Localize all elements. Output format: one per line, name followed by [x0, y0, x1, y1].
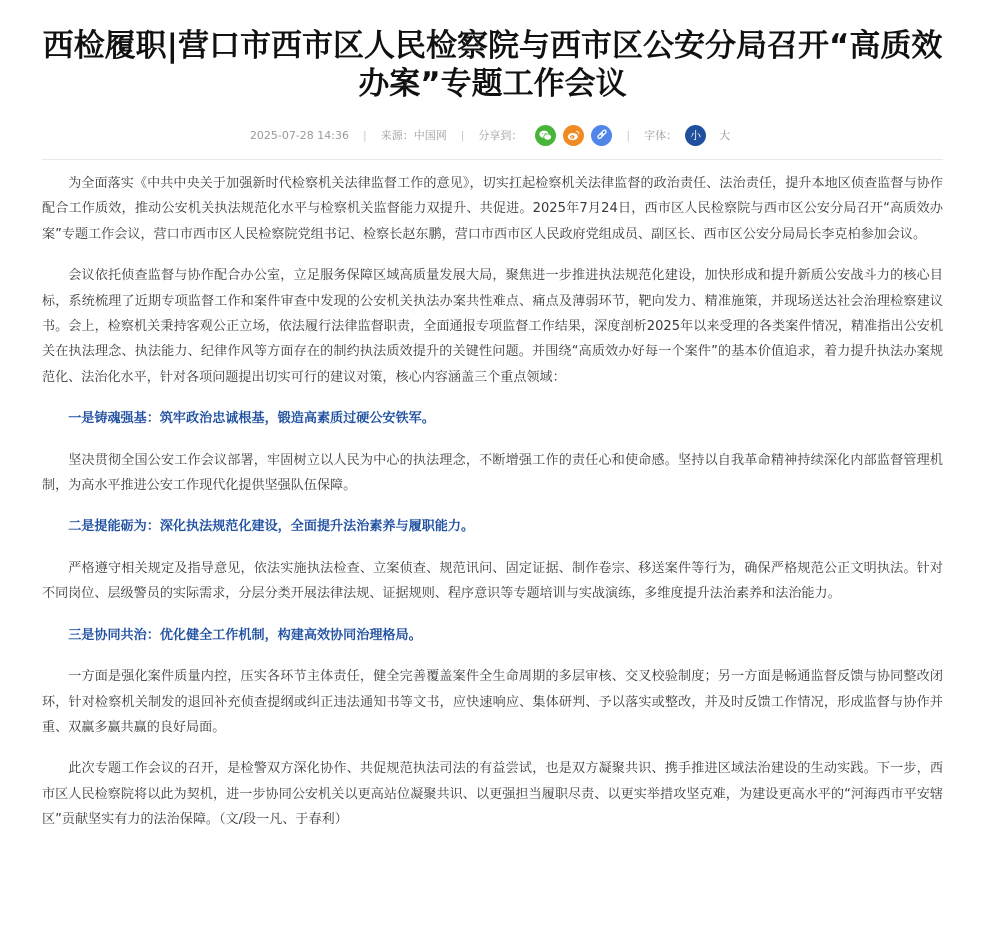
link-icon: [596, 129, 608, 141]
weibo-share-button[interactable]: [563, 125, 584, 146]
share-label: 分享到：: [478, 129, 523, 142]
article-paragraph: 一方面是强化案件质量内控，压实各环节主体责任，健全完善覆盖案件全生命周期的多层审核、交叉校验制度；另一方面是畅通监督反馈与协同整改闭环，针对检察机关制发的退回补充侦查提纲或纠正违法通知书等文书，应快速响应、集体研判、予以落实或整改，并及时反馈工作情况，形成监督与协作并重、双赢多赢共赢的良好局面。: [42, 669, 943, 735]
article-paragraph: 会议依托侦查监督与协作配合办公室，立足服务保障区域高质量发展大局，聚焦进一步推进执法规范化建设，加快形成和提升新质公安战斗力的核心目标，系统梳理了近期专项监督工作和案件审查中发现的公安机关执法办案共性难点、痛点及薄弱环节，靶向发力、精准施策，并现场送达社会治理检察建议书。会上，检察机关秉持客观公正立场，依法履行法律监督职责，全面通报专项监督工作结果，深度剖析2025年以来受理的各类案件情况，精准指出公安机关在执法理念、执法能力、纪律作风等方面存在的制约执法质效提升的关键性问题。并围绕“高质效办好每一个案件”的基本价值追求，着力提升执法办案规范化、法治化水平，针对各项问题提出切实可行的建议对策，核心内容涵盖三个重点领域：: [42, 268, 943, 385]
section-heading: 三是协同共治：优化健全工作机制，构建高效协同治理格局。: [68, 627, 422, 643]
link-share-button[interactable]: [591, 125, 612, 146]
wechat-share-button[interactable]: [535, 125, 556, 146]
article-paragraph: 为全面落实《中共中央关于加强新时代检察机关法律监督工作的意见》，切实扛起检察机关法律监督的政治责任、法治责任，提升本地区侦查监督与协作配合工作质效，推动公安机关执法规范化水平与检察机关监督能力双提升、共促进。2025年7月24日，西市区人民检察院与西市区公安分局召开“高质效办案”专题工作会议，营口市西市区人民检察院党组书记、检察长赵东鹏，营口市西市区人民政府党组成员、副区长、西市区公安分局局长李克柏参加会议。: [42, 176, 943, 242]
article-title: 西检履职|营口市西市区人民检察院与西市区公安分局召开“高质效办案”专题工作会议: [42, 28, 943, 102]
article-paragraph: 此次专题工作会议的召开，是检警双方深化协作、共促规范执法司法的有益尝试，也是双方凝聚共识、携手推进区域法治建设的生动实践。下一步，西市区人民检察院将以此为契机，进一步协同公安机关以更高站位凝聚共识、以更强担当履职尽责、以更实举措攻坚克难，为建设更高水平的“河海西市平安辖区”贡献坚实有力的法治保障。（文/段一凡、于春利）: [42, 761, 943, 828]
article-meta: [42, 123, 943, 147]
wechat-icon: [539, 130, 552, 141]
meta-separator: |: [626, 128, 631, 142]
meta-separator: |: [362, 128, 367, 142]
article-body: [42, 160, 943, 833]
source-label: 来源：中国网: [380, 129, 447, 142]
publish-datetime: 2025-07-28 14:36: [249, 128, 349, 142]
font-small-button[interactable]: 小: [685, 125, 706, 146]
article-paragraph: 严格遵守相关规定及指导意见，依法实施执法检查、立案侦查、规范讯问、固定证据、制作卷宗、移送案件等行为，确保严格规范公正文明执法。针对不同岗位、层级警员的实际需求，分层分类开展法律法规、证据规则、程序意识等专题培训与实战演练，多维度提升法治素养和法治能力。: [42, 560, 943, 602]
section-heading: 一是铸魂强基：筑牢政治忠诚根基，锻造高素质过硬公安铁军。: [68, 411, 435, 427]
font-large-button[interactable]: 大: [719, 129, 731, 142]
article-paragraph: 坚决贯彻全国公安工作会议部署，牢固树立以人民为中心的执法理念，不断增强工作的责任心和使命感。坚持以自我革命精神持续深化内部监督管理机制，为高水平推进公安工作现代化提供坚强队伍保障。: [42, 452, 943, 494]
weibo-icon: [567, 130, 580, 141]
meta-separator: |: [460, 128, 465, 142]
font-size-label: 字体：: [644, 129, 678, 142]
section-heading: 二是提能砺为：深化执法规范化建设，全面提升法治素养与履职能力。: [68, 519, 475, 535]
